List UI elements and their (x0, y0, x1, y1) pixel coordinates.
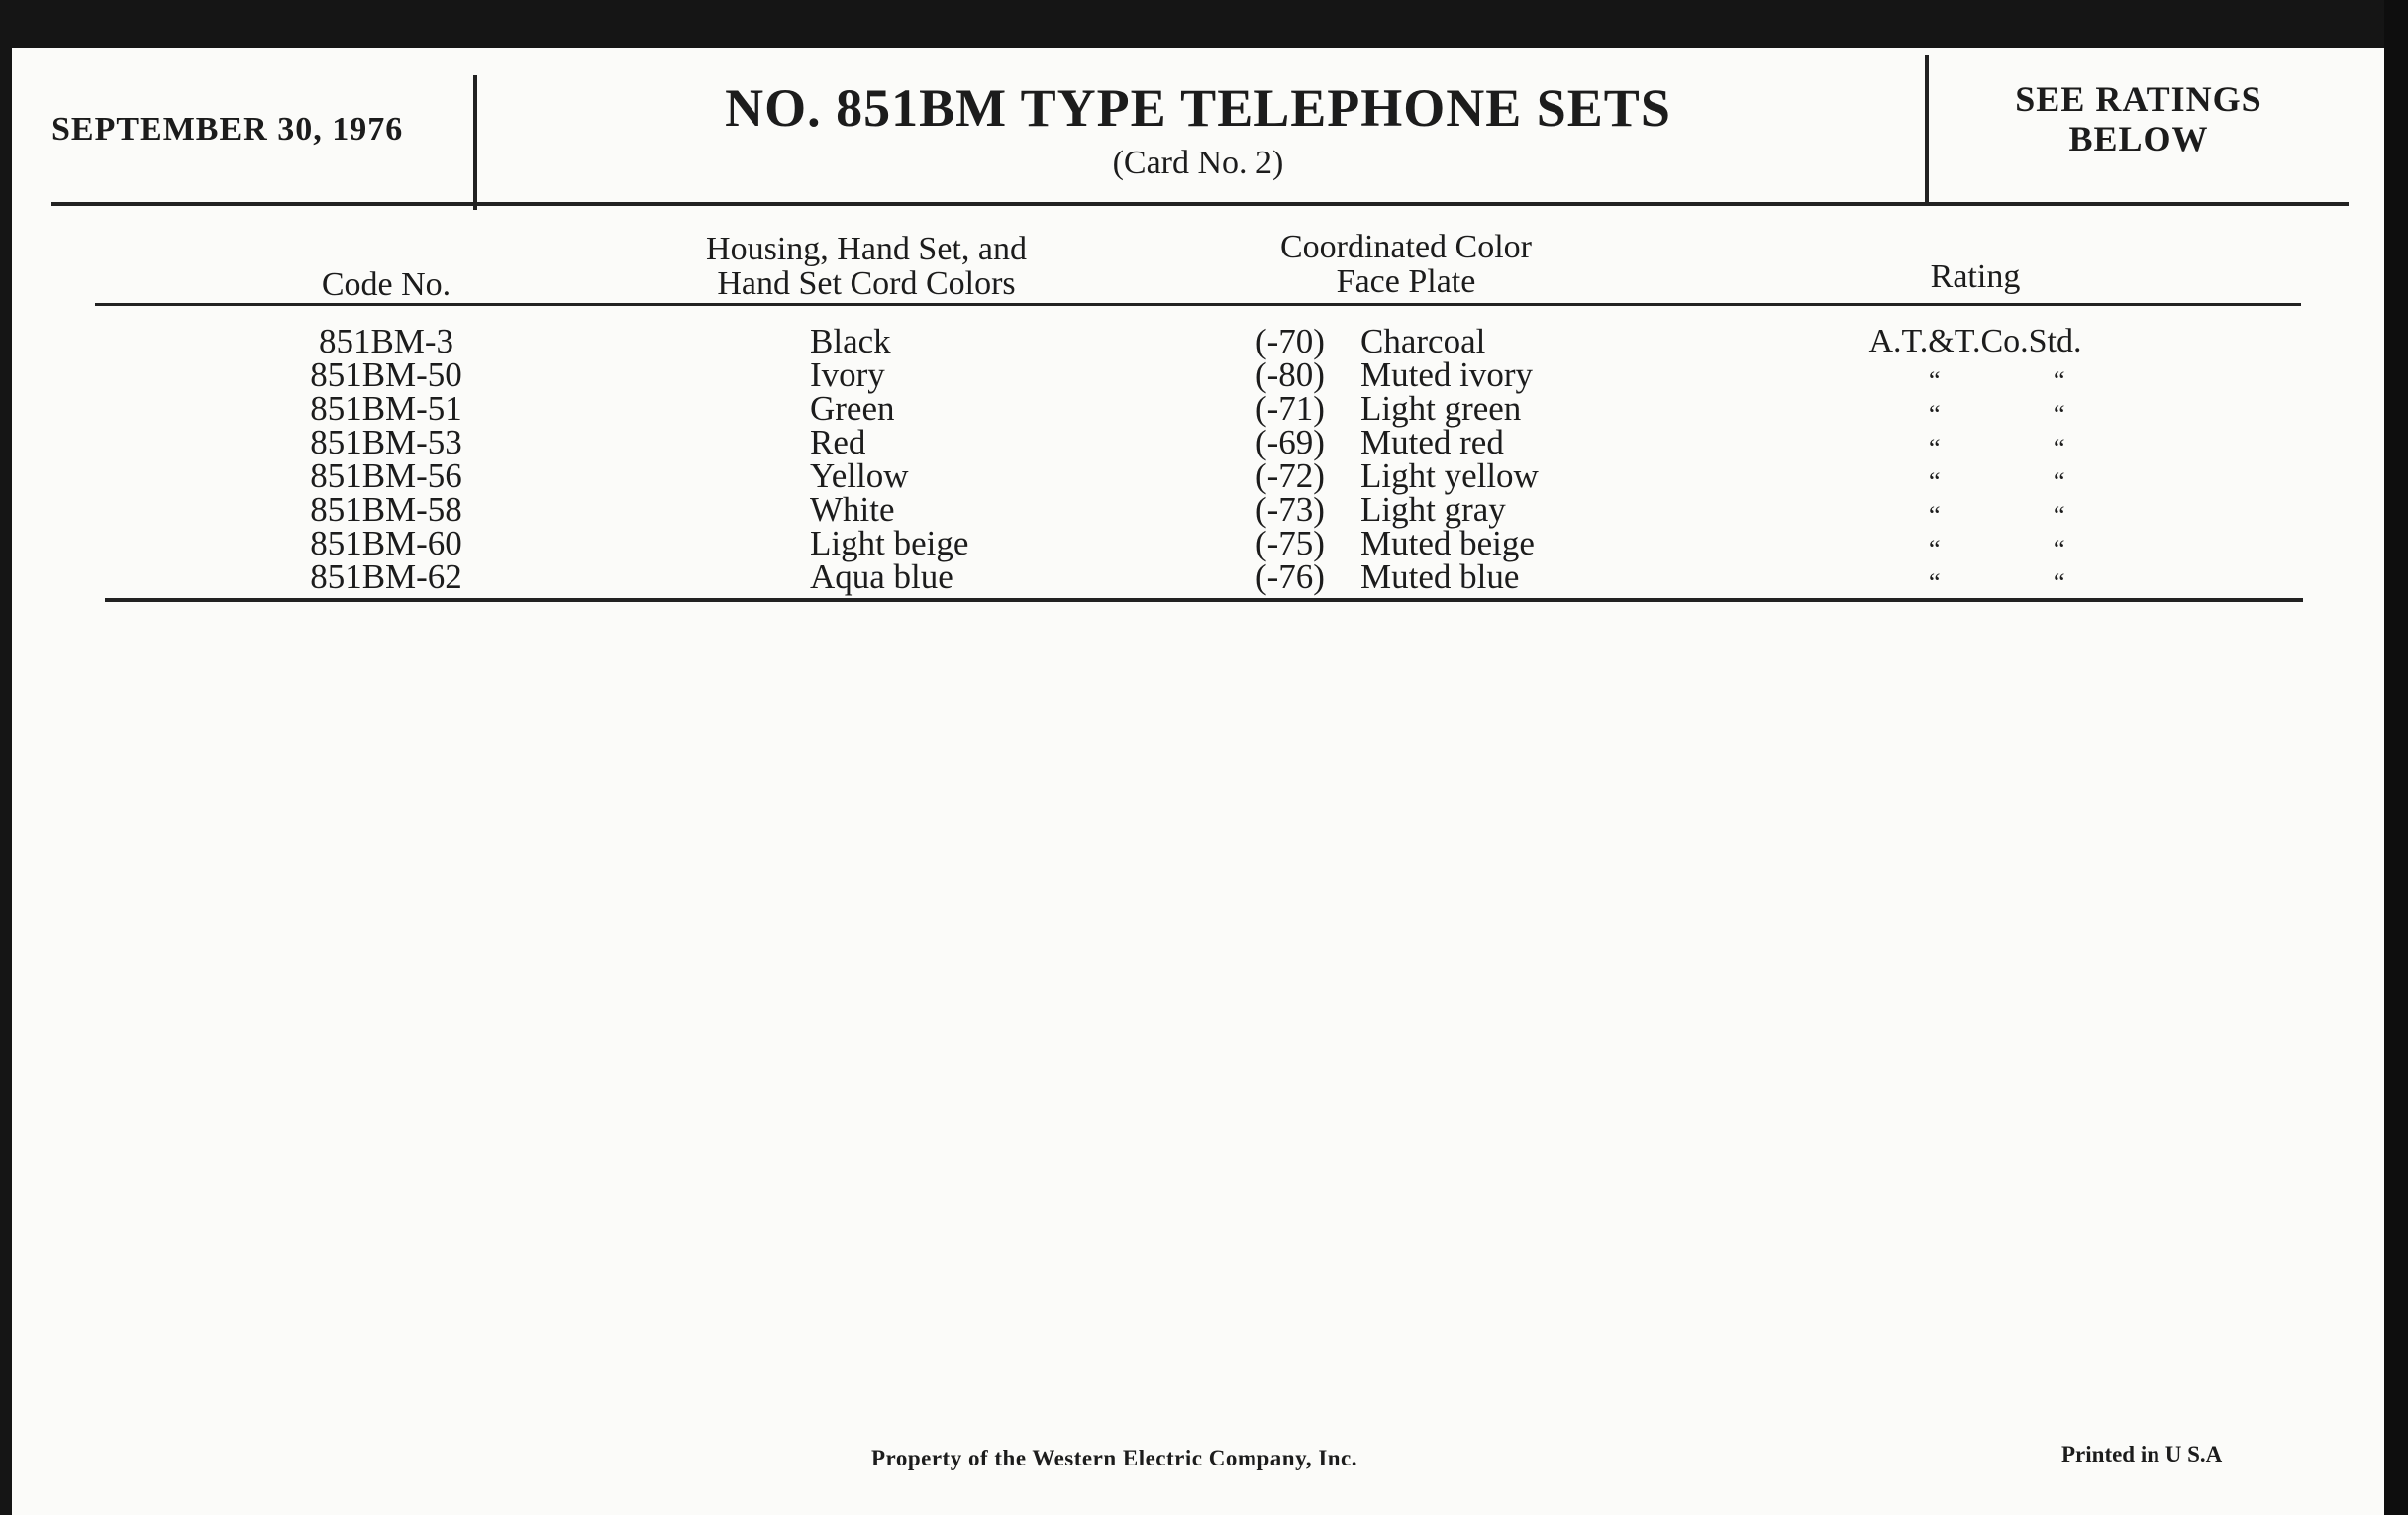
header-divider-right (1925, 55, 1929, 202)
table-row (0, 524, 2408, 563)
faceplate-color-cell: Light gray (1360, 490, 1506, 529)
column-header-rating: Rating (1930, 258, 2021, 295)
ditto-mark: “ (1929, 568, 1941, 597)
faceplate-code-cell: (-75) (1255, 524, 1325, 562)
table-row (0, 490, 2408, 530)
code-cell: 851BM-62 (310, 557, 462, 596)
table-row (0, 322, 2408, 360)
ditto-mark: “ (1929, 467, 1941, 496)
faceplate-color-cell: Light green (1360, 389, 1522, 428)
color-cell: Yellow (810, 456, 909, 495)
column-header-faceplate (1218, 230, 1594, 299)
code-cell: 851BM-53 (310, 423, 462, 461)
faceplate-color-cell: Muted red (1360, 423, 1504, 461)
scan-edge (2384, 0, 2408, 1515)
faceplate-code-cell: (-69) (1255, 423, 1325, 461)
faceplate-color-cell: Muted ivory (1360, 355, 1534, 394)
code-cell: 851BM-58 (310, 490, 462, 529)
color-cell: White (810, 490, 895, 529)
table-row (0, 355, 2408, 395)
column-header-code: Code No. (321, 266, 452, 303)
color-cell: Green (810, 389, 895, 428)
color-cell: Ivory (810, 355, 885, 394)
faceplate-code-cell: (-76) (1255, 557, 1325, 596)
table-row (0, 423, 2408, 462)
ditto-mark: “ (1929, 434, 1941, 462)
color-cell: Black (810, 322, 891, 360)
code-cell: 851BM-51 (310, 389, 462, 428)
faceplate-color-cell: Charcoal (1360, 322, 1486, 360)
code-cell: 851BM-60 (310, 524, 462, 562)
ditto-mark: “ (1929, 400, 1941, 429)
ownership-notice: Property of the Western Electric Company, Inc. (871, 1446, 1358, 1470)
ditto-mark: “ (2054, 535, 2065, 563)
column-header-colors-line2: Hand Set Cord Colors (717, 265, 1016, 302)
faceplate-code-cell: (-71) (1255, 389, 1325, 428)
rating-note (1931, 79, 2347, 158)
table-bottom-rule (105, 598, 2303, 602)
color-cell: Aqua blue (810, 557, 953, 596)
page-title: NO. 851BM TYPE TELEPHONE SETS (725, 78, 1671, 138)
color-cell: Light beige (810, 524, 969, 562)
faceplate-color-cell: Muted blue (1360, 557, 1520, 596)
ditto-mark: “ (2054, 366, 2065, 395)
faceplate-color-cell: Light yellow (1360, 456, 1539, 495)
ditto-mark: “ (2054, 400, 2065, 429)
column-header-colors (634, 232, 1099, 301)
table-row (0, 557, 2408, 597)
code-cell: 851BM-3 (318, 322, 454, 360)
ditto-mark: “ (2054, 434, 2065, 462)
rating-note-line2: BELOW (2068, 119, 2209, 158)
table-row (0, 456, 2408, 496)
ditto-mark: “ (2054, 467, 2065, 496)
card-number: (Card No. 2) (1112, 145, 1284, 181)
ditto-mark: “ (1929, 366, 1941, 395)
printed-notice: Printed in U S.A (2061, 1442, 2223, 1466)
faceplate-code-cell: (-73) (1255, 490, 1325, 529)
code-cell: 851BM-50 (310, 355, 462, 394)
ditto-mark: “ (1929, 535, 1941, 563)
ditto-mark: “ (1929, 501, 1941, 530)
column-header-faceplate-line1: Coordinated Color (1279, 229, 1533, 265)
ditto-mark: “ (2054, 568, 2065, 597)
column-header-faceplate-line2: Face Plate (1336, 263, 1476, 300)
table-row (0, 389, 2408, 429)
issue-date: SEPTEMBER 30, 1976 (51, 111, 404, 148)
color-cell: Red (810, 423, 866, 461)
faceplate-color-cell: Muted beige (1360, 524, 1535, 562)
column-header-colors-line1: Housing, Hand Set, and (706, 231, 1027, 267)
faceplate-code-cell: (-80) (1255, 355, 1325, 394)
rating-cell: A.T.&T.Co.Std. (1868, 323, 2082, 359)
code-cell: 851BM-56 (310, 456, 462, 495)
table-header-rule (95, 303, 2301, 306)
header-rule (51, 202, 2349, 206)
rating-note-line1: SEE RATINGS (2015, 79, 2262, 119)
faceplate-code-cell: (-70) (1255, 322, 1325, 360)
ditto-mark: “ (2054, 501, 2065, 530)
faceplate-code-cell: (-72) (1255, 456, 1325, 495)
